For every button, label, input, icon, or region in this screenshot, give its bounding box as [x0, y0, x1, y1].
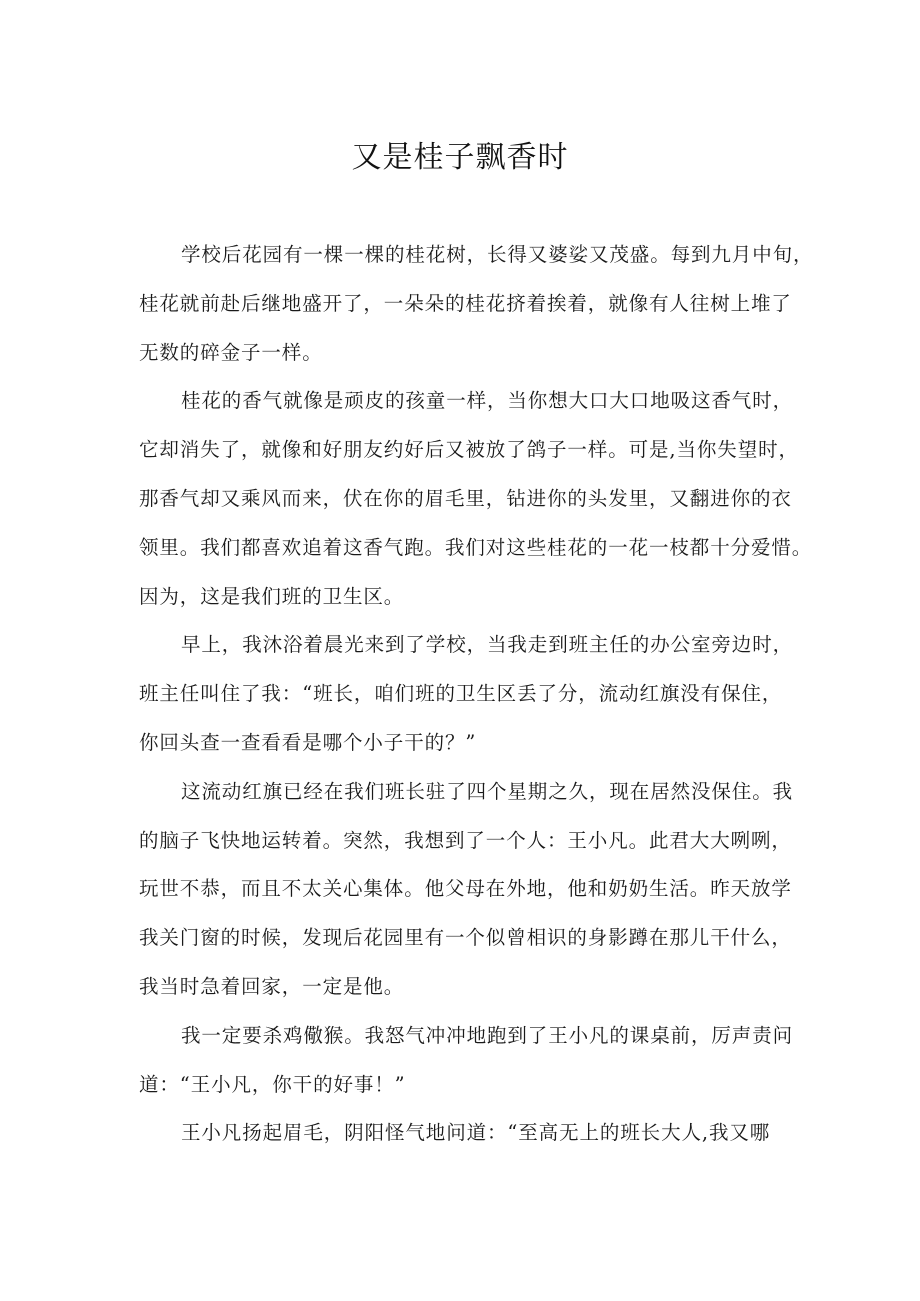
text-line: 学校后花园有一棵一棵的桂花树，长得又婆娑又茂盛。每到九月中旬， — [181, 243, 814, 266]
text-line: 王小凡扬起眉毛，阴阳怪气地问道：“至高无上的班长大人,我又哪 — [181, 1121, 771, 1145]
text-line: 因为，这是我们班的卫生区。 — [139, 584, 405, 608]
text-line: 的脑子飞快地运转着。突然，我想到了一个人：王小凡。此君大大咧咧， — [139, 828, 792, 852]
document-title: 又是桂子飘香时 — [351, 140, 569, 175]
text-line: 玩世不恭，而且不太关心集体。他父母在外地，他和奶奶生活。昨天放学 — [139, 877, 792, 901]
text-line: 我当时急着回家，一定是他。 — [139, 974, 405, 998]
text-line: 班主任叫住了我：“班长，咱们班的卫生区丢了分，流动红旗没有保住， — [139, 682, 783, 706]
text-line: 道：“王小凡，你干的好事！” — [139, 1072, 406, 1096]
text-line: 这流动红旗已经在我们班长驻了四个星期之久，现在居然没保住。我 — [181, 779, 794, 803]
text-line: 那香气却又乘风而来，伏在你的眉毛里，钻进你的头发里，又翻进你的衣 — [139, 486, 792, 510]
text-line: 桂花的香气就像是顽皮的孩童一样，当你想大口大口地吸这香气时， — [181, 389, 794, 413]
text-line: 早上，我沐浴着晨光来到了学校，当我走到班主任的办公室旁边时， — [181, 633, 794, 657]
text-line: 无数的碎金子一样。 — [139, 340, 323, 364]
text-line: 我关门窗的时候，发现后花园里有一个似曾相识的身影蹲在那儿干什么， — [139, 926, 792, 950]
text-line: 领里。我们都喜欢追着这香气跑。我们对这些桂花的一花一枝都十分爱惜。 — [139, 535, 813, 559]
document-body — [139, 231, 814, 1158]
text-line: 它却消失了，就像和好朋友约好后又被放了鸽子一样。可是,当你失望时， — [139, 438, 799, 462]
text-line: 桂花就前赴后继地盛开了，一朵朵的桂花挤着挨着，就像有人往树上堆了 — [139, 291, 792, 315]
text-line: 你回头查一查看看是哪个小子干的？” — [139, 730, 477, 754]
text-line: 我一定要杀鸡儆猴。我怒气冲冲地跑到了王小凡的课桌前，厉声责问 — [181, 1023, 794, 1047]
